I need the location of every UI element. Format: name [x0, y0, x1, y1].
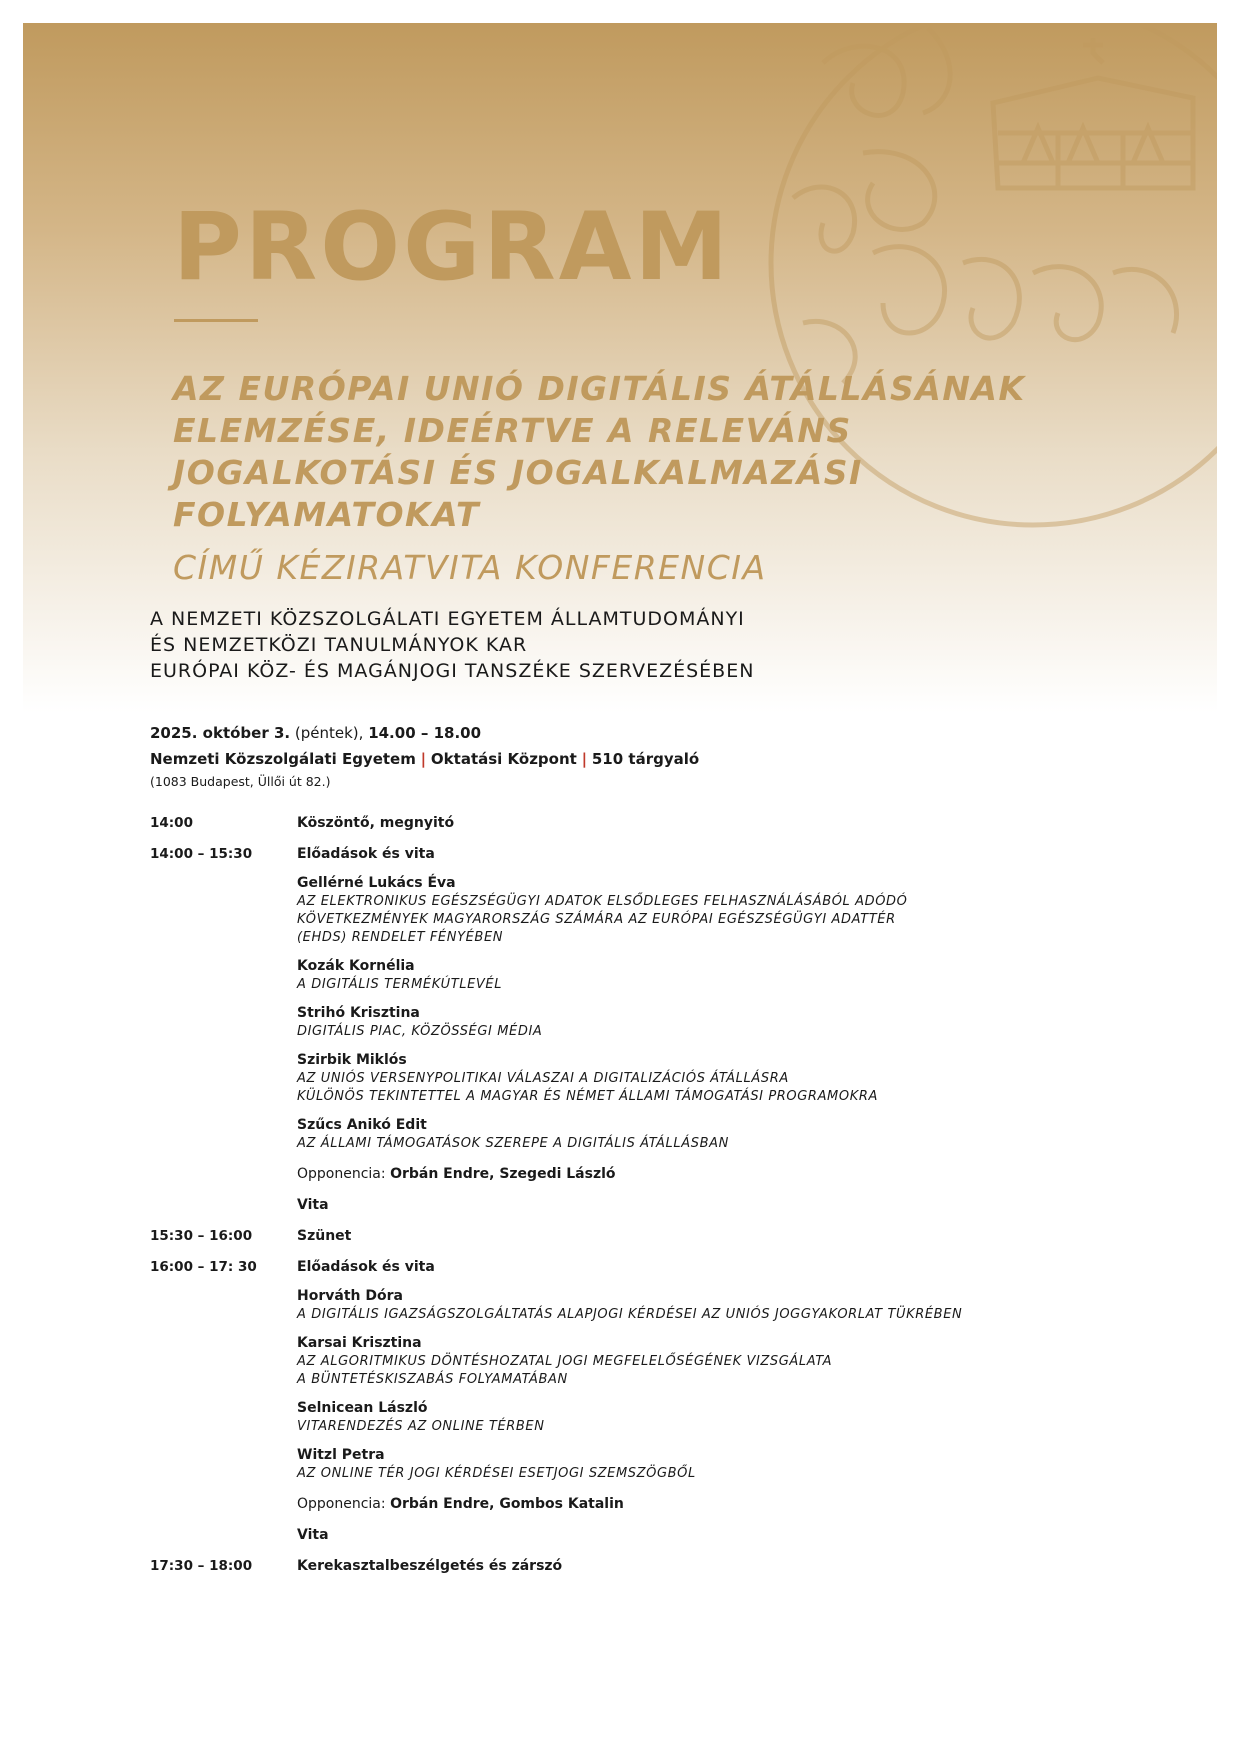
talk-title: [297, 893, 1070, 947]
talk-title: [297, 1353, 1070, 1389]
talk-title: [297, 1418, 1070, 1436]
conference-title-line: JOGALKOTÁSI ÉS JOGALKALMAZÁSI: [173, 453, 863, 492]
schedule-label: Köszöntő, megnyitó: [297, 815, 455, 831]
venue-center: Oktatási Központ: [430, 750, 577, 768]
vita-label: Vita: [297, 1197, 329, 1213]
speaker-name: Selnicean László: [297, 1400, 428, 1416]
opponencia: [297, 1165, 1070, 1184]
speaker-entry: [297, 957, 1070, 994]
speaker-entry: [297, 1399, 1070, 1436]
organizer-line: EURÓPAI KÖZ- ÉS MAGÁNJOGI TANSZÉKE SZERVEZÉSÉBEN: [150, 660, 755, 682]
vita-label: Vita: [297, 1527, 329, 1543]
event-details: [150, 720, 1050, 792]
schedule-time: 17:30 – 18:00: [150, 1558, 253, 1574]
speaker-name: Szűcs Anikó Edit: [297, 1117, 427, 1133]
talk-title-line: AZ ONLINE TÉR JOGI KÉRDÉSEI ESETJOGI SZEMSZÖGBŐL: [297, 1466, 696, 1481]
schedule-label: Előadások és vita: [297, 846, 435, 862]
talk-title-line: AZ ÁLLAMI TÁMOGATÁSOK SZEREPE A DIGITÁLIS ÁTÁLLÁSBAN: [297, 1136, 729, 1151]
schedule-row: [150, 845, 1070, 1215]
event-time: 14.00 – 18.00: [368, 724, 482, 742]
opponencia: [297, 1495, 1070, 1514]
talk-title-line: A DIGITÁLIS IGAZSÁGSZOLGÁLTATÁS ALAPJOGI KÉRDÉSEI AZ UNIÓS JOGGYAKORLAT TÜKRÉBEN: [297, 1307, 963, 1322]
talk-title-line: KÜLÖNÖS TEKINTETTEL A MAGYAR ÉS NÉMET ÁLLAMI TÁMOGATÁSI PROGRAMOKRA: [297, 1089, 878, 1104]
opponencia-label: Opponencia:: [297, 1166, 386, 1182]
schedule-row: [150, 1557, 1070, 1576]
talk-title-line: A DIGITÁLIS TERMÉKÚTLEVÉL: [297, 977, 503, 992]
talk-title: [297, 1465, 1070, 1483]
event-date: 2025. október 3.: [150, 724, 291, 742]
talk-title-line: AZ ELEKTRONIKUS EGÉSZSÉGÜGYI ADATOK ELSŐDLEGES FELHASZNÁLÁSÁBÓL ADÓDÓ: [297, 894, 908, 909]
speaker-entry: [297, 1116, 1070, 1153]
organizer-line: ÉS NEMZETKÖZI TANULMÁNYOK KAR: [150, 634, 528, 656]
conference-title: [173, 368, 1133, 536]
organizer-line: A NEMZETI KÖZSZOLGÁLATI EGYETEM ÁLLAMTUDOMÁNYI: [150, 608, 745, 630]
talk-title-line: A BÜNTETÉSKISZABÁS FOLYAMATÁBAN: [297, 1372, 568, 1387]
venue-separator: |: [581, 750, 588, 768]
schedule-row: [150, 814, 1070, 833]
talk-title-line: AZ ALGORITMIKUS DÖNTÉSHOZATAL JOGI MEGFELELŐSÉGÉNEK VIZSGÁLATA: [297, 1354, 833, 1369]
talk-title-line: AZ UNIÓS VERSENYPOLITIKAI VÁLASZAI A DIGITALIZÁCIÓS ÁTÁLLÁSRA: [297, 1071, 789, 1086]
speaker-name: Szirbik Miklós: [297, 1052, 407, 1068]
opponencia-names: Orbán Endre, Szegedi László: [390, 1166, 616, 1182]
schedule-row: [150, 1227, 1070, 1246]
speaker-name: Gellérné Lukács Éva: [297, 875, 456, 891]
talk-title: [297, 976, 1070, 994]
talk-title-line: (EHDS) RENDELET FÉNYÉBEN: [297, 930, 504, 945]
schedule-time: 14:00: [150, 815, 193, 831]
opponencia-names: Orbán Endre, Gombos Katalin: [390, 1496, 624, 1512]
speaker-name: Karsai Krisztina: [297, 1335, 422, 1351]
event-address: (1083 Budapest, Üllői út 82.): [150, 774, 331, 789]
event-weekday: (péntek),: [294, 724, 364, 742]
speaker-name: Witzl Petra: [297, 1447, 385, 1463]
opponencia-label: Opponencia:: [297, 1496, 386, 1512]
speaker-entry: [297, 1004, 1070, 1041]
speaker-entry: [297, 1446, 1070, 1483]
schedule-time: 14:00 – 15:30: [150, 846, 253, 862]
speaker-name: Horváth Dóra: [297, 1288, 403, 1304]
conference-subtitle: CÍMŰ KÉZIRATVITA KONFERENCIA: [173, 548, 767, 587]
conference-title-line: ELEMZÉSE, IDEÉRTVE A RELEVÁNS: [173, 411, 852, 450]
talk-title-line: KÖVETKEZMÉNYEK MAGYARORSZÁG SZÁMÁRA AZ EURÓPAI EGÉSZSÉGÜGYI ADATTÉR: [297, 912, 896, 927]
page-title: PROGRAM: [173, 193, 732, 302]
venue-university: Nemzeti Közszolgálati Egyetem: [150, 750, 416, 768]
venue-room: 510 tárgyaló: [591, 750, 700, 768]
speaker-entry: [297, 1334, 1070, 1389]
schedule-label: Kerekasztalbeszélgetés és zárszó: [297, 1558, 563, 1574]
event-date-line: [150, 720, 1050, 746]
talk-title: [297, 1070, 1070, 1106]
speaker-entry: [297, 1051, 1070, 1106]
talk-title: [297, 1306, 1070, 1324]
talk-title: [297, 1023, 1070, 1041]
schedule-time: 15:30 – 16:00: [150, 1228, 253, 1244]
title-divider: [174, 319, 258, 322]
organizer: [150, 606, 1050, 684]
event-venue-line: [150, 746, 1050, 772]
conference-title-line: FOLYAMATOKAT: [173, 495, 481, 534]
talk-title-line: DIGITÁLIS PIAC, KÖZÖSSÉGI MÉDIA: [297, 1024, 543, 1039]
schedule-row: [150, 1258, 1070, 1545]
speaker-entry: [297, 874, 1070, 947]
schedule-label: Szünet: [297, 1228, 352, 1244]
schedule: [150, 814, 1070, 1588]
speaker-name: Kozák Kornélia: [297, 958, 415, 974]
venue-separator: |: [420, 750, 427, 768]
speaker-entry: [297, 1287, 1070, 1324]
schedule-time: 16:00 – 17: 30: [150, 1259, 257, 1275]
schedule-label: Előadások és vita: [297, 1259, 435, 1275]
talk-title-line: VITARENDEZÉS AZ ONLINE TÉRBEN: [297, 1419, 545, 1434]
talk-title: [297, 1135, 1070, 1153]
speaker-name: Strihó Krisztina: [297, 1005, 420, 1021]
conference-title-line: AZ EURÓPAI UNIÓ DIGITÁLIS ÁTÁLLÁSÁNAK: [173, 369, 1026, 408]
